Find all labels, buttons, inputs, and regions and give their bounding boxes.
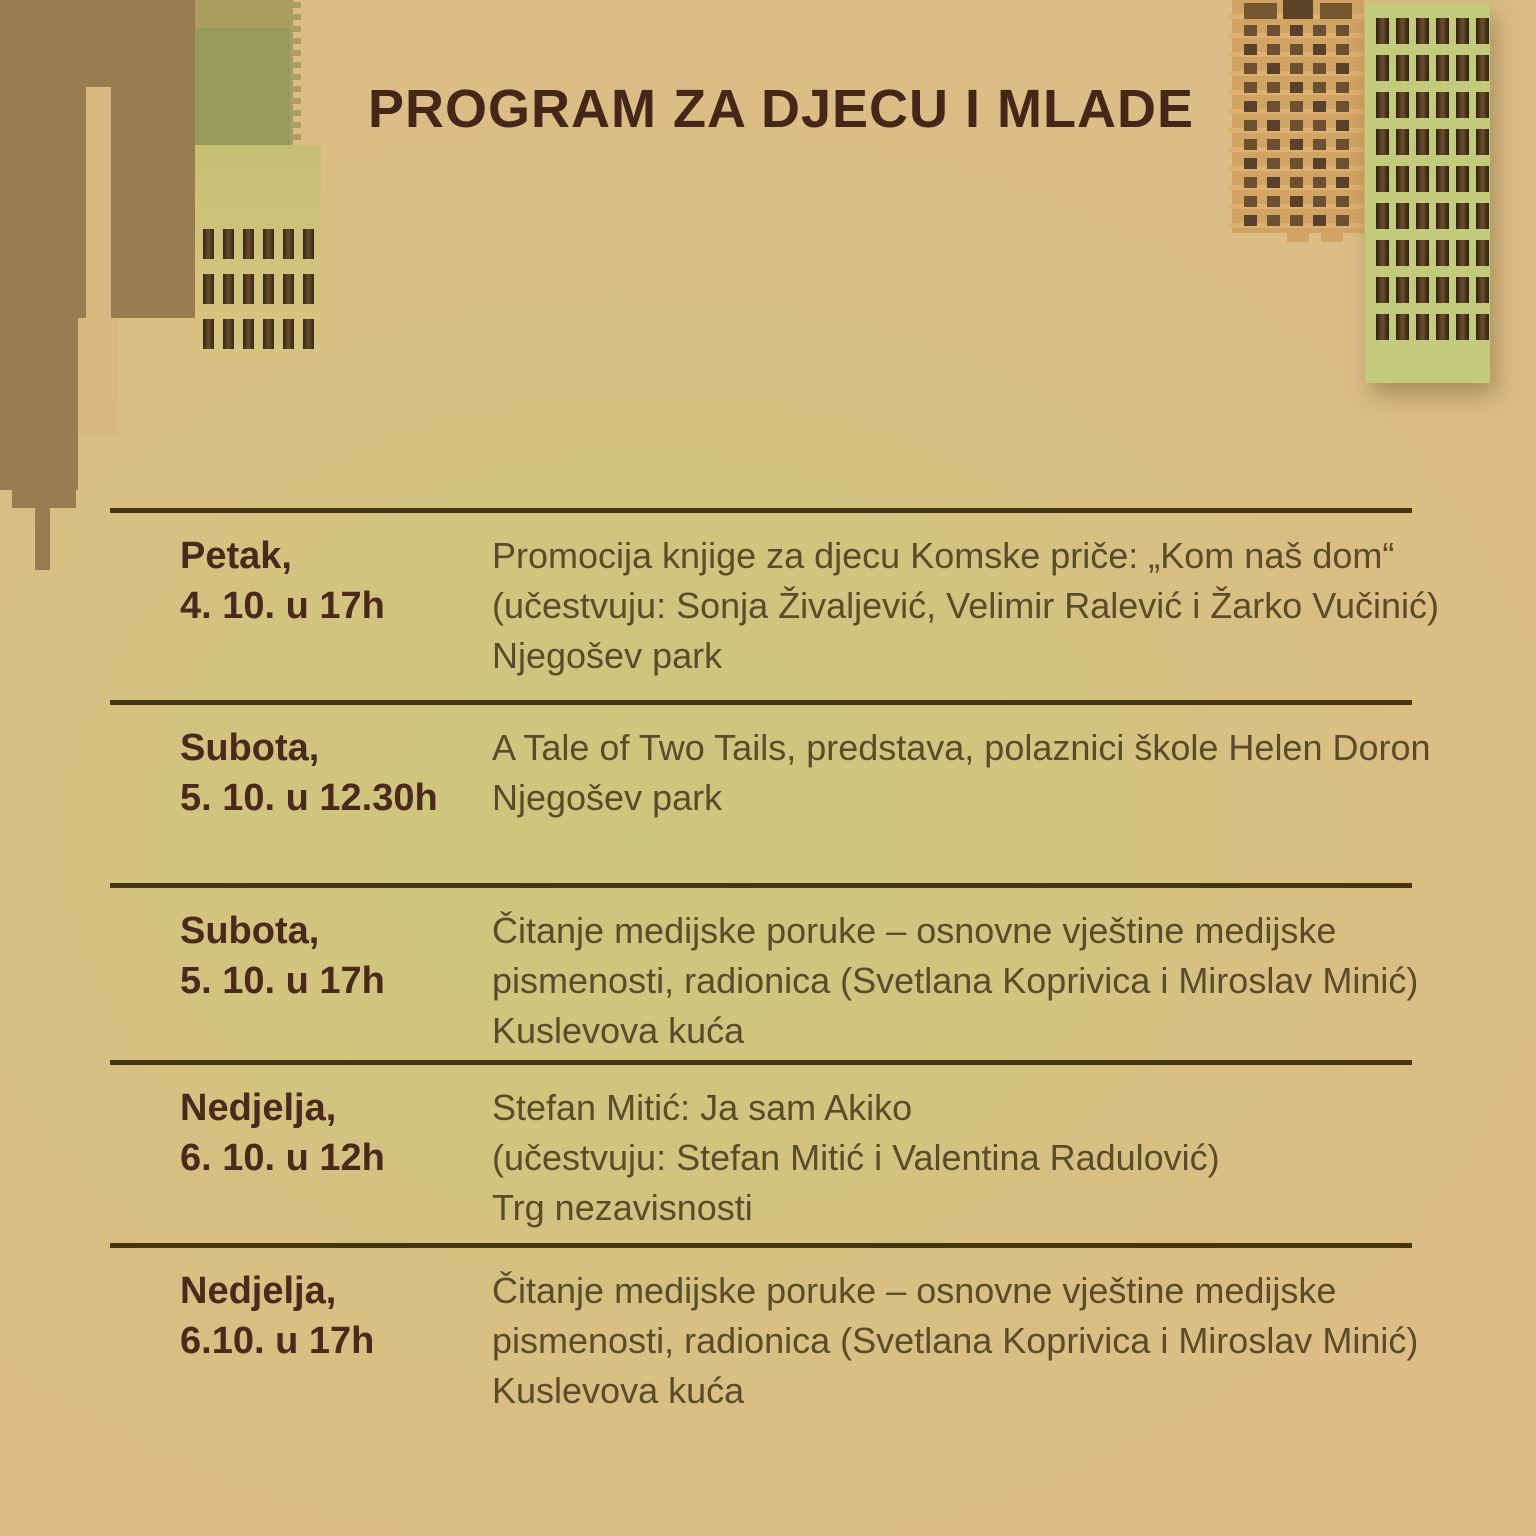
window bbox=[1336, 63, 1349, 74]
window bbox=[1436, 203, 1449, 229]
window bbox=[1290, 25, 1303, 36]
window bbox=[1336, 158, 1349, 169]
divider bbox=[110, 508, 1412, 513]
window bbox=[1416, 55, 1429, 81]
window bbox=[1244, 196, 1257, 207]
window bbox=[1376, 55, 1389, 81]
window bbox=[1476, 166, 1489, 192]
window bbox=[1336, 120, 1349, 131]
window bbox=[303, 319, 314, 349]
window bbox=[1290, 177, 1303, 188]
window bbox=[1396, 203, 1409, 229]
event-day-name: Petak, bbox=[180, 535, 292, 577]
divider bbox=[110, 700, 1412, 705]
window bbox=[1267, 158, 1280, 169]
window bbox=[1336, 139, 1349, 150]
left-dark-building-lower bbox=[0, 318, 78, 490]
window bbox=[1290, 139, 1303, 150]
window bbox=[1313, 120, 1326, 131]
event-description bbox=[492, 1083, 1220, 1233]
event-line: Promocija knjige za djecu Komske priče: „Kom naš dom“ bbox=[492, 535, 1395, 576]
event-day-time: 4. 10. u 17h bbox=[180, 585, 385, 627]
window bbox=[303, 274, 314, 304]
window bbox=[1313, 44, 1326, 55]
event-line: (učestvuju: Sonja Živaljević, Velimir Ralević i Žarko Vučinić) bbox=[492, 585, 1439, 626]
event-day-name: Nedjelja, bbox=[180, 1087, 337, 1129]
page-title: PROGRAM ZA DJECU I MLADE bbox=[368, 79, 1195, 139]
window bbox=[1396, 18, 1409, 44]
window bbox=[1376, 314, 1389, 340]
window bbox=[1416, 240, 1429, 266]
roof-block bbox=[1320, 3, 1352, 19]
olive-green-block bbox=[195, 28, 290, 145]
window bbox=[1456, 129, 1469, 155]
window bbox=[1396, 166, 1409, 192]
window-grid-tan bbox=[1244, 25, 1349, 226]
window bbox=[1456, 277, 1469, 303]
window bbox=[263, 274, 274, 304]
window bbox=[1456, 166, 1469, 192]
window bbox=[1416, 277, 1429, 303]
window bbox=[263, 319, 274, 349]
window bbox=[1376, 240, 1389, 266]
window bbox=[1267, 63, 1280, 74]
event-day-name: Subota, bbox=[180, 727, 320, 769]
window bbox=[1416, 203, 1429, 229]
event-line: Čitanje medijske poruke – osnovne vještine medijske bbox=[492, 910, 1337, 951]
window bbox=[1476, 55, 1489, 81]
chimney-base bbox=[78, 318, 118, 435]
window bbox=[1476, 240, 1489, 266]
window bbox=[1396, 277, 1409, 303]
window bbox=[1436, 240, 1449, 266]
window bbox=[283, 274, 294, 304]
window bbox=[223, 319, 234, 349]
window bbox=[1376, 18, 1389, 44]
window bbox=[1290, 215, 1303, 226]
window bbox=[1336, 101, 1349, 112]
window-grid-left bbox=[203, 229, 314, 349]
event-day-time: 5. 10. u 12.30h bbox=[180, 777, 438, 819]
event-date bbox=[180, 531, 385, 631]
window bbox=[1313, 215, 1326, 226]
window bbox=[1336, 25, 1349, 36]
window bbox=[1336, 177, 1349, 188]
window bbox=[1476, 18, 1489, 44]
event-date bbox=[180, 1083, 385, 1183]
window bbox=[243, 319, 254, 349]
window bbox=[1416, 18, 1429, 44]
window bbox=[1476, 92, 1489, 118]
window bbox=[1313, 158, 1326, 169]
divider bbox=[110, 1243, 1412, 1248]
window bbox=[1244, 63, 1257, 74]
event-date bbox=[180, 906, 385, 1006]
window bbox=[1396, 314, 1409, 340]
window bbox=[1244, 177, 1257, 188]
window bbox=[223, 229, 234, 259]
event-line: Čitanje medijske poruke – osnovne vještine medijske bbox=[492, 1270, 1337, 1311]
window bbox=[1290, 44, 1303, 55]
event-description bbox=[492, 1266, 1418, 1416]
window bbox=[1290, 196, 1303, 207]
window bbox=[243, 274, 254, 304]
event-day-name: Nedjelja, bbox=[180, 1270, 337, 1312]
window bbox=[1436, 314, 1449, 340]
window bbox=[1436, 129, 1449, 155]
window bbox=[1336, 196, 1349, 207]
window bbox=[203, 229, 214, 259]
window bbox=[203, 319, 214, 349]
window bbox=[1313, 139, 1326, 150]
window bbox=[1290, 82, 1303, 93]
window bbox=[1267, 177, 1280, 188]
window bbox=[1267, 101, 1280, 112]
event-line: Njegošev park bbox=[492, 635, 723, 676]
event-line: Kuslevova kuća bbox=[492, 1010, 745, 1051]
window bbox=[1244, 25, 1257, 36]
window bbox=[1313, 25, 1326, 36]
window bbox=[1416, 314, 1429, 340]
event-line: Trg nezavisnosti bbox=[492, 1187, 753, 1228]
window bbox=[1416, 129, 1429, 155]
window bbox=[303, 229, 314, 259]
window bbox=[1336, 44, 1349, 55]
event-line: pismenosti, radionica (Svetlana Koprivica i Miroslav Minić) bbox=[492, 1320, 1419, 1361]
window bbox=[1476, 277, 1489, 303]
window bbox=[1436, 92, 1449, 118]
window bbox=[1396, 129, 1409, 155]
event-day-time: 6. 10. u 12h bbox=[180, 1137, 385, 1179]
window bbox=[1456, 240, 1469, 266]
window bbox=[1244, 44, 1257, 55]
window bbox=[1336, 82, 1349, 93]
window bbox=[1290, 120, 1303, 131]
window bbox=[1396, 92, 1409, 118]
divider bbox=[110, 1060, 1412, 1065]
window bbox=[1267, 25, 1280, 36]
window bbox=[1267, 196, 1280, 207]
window bbox=[1244, 101, 1257, 112]
tan-tower-foot bbox=[1321, 233, 1343, 242]
window bbox=[1313, 101, 1326, 112]
left-dark-building-foot bbox=[35, 508, 50, 570]
window bbox=[1244, 158, 1257, 169]
window bbox=[283, 229, 294, 259]
window bbox=[1396, 55, 1409, 81]
chimney-column bbox=[86, 87, 111, 318]
window bbox=[1244, 215, 1257, 226]
window bbox=[1456, 92, 1469, 118]
event-day-time: 5. 10. u 17h bbox=[180, 960, 385, 1002]
window bbox=[1456, 18, 1469, 44]
window bbox=[1416, 166, 1429, 192]
window bbox=[1313, 177, 1326, 188]
window bbox=[1436, 277, 1449, 303]
event-line: A Tale of Two Tails, predstava, polaznici škole Helen Doron bbox=[492, 727, 1431, 768]
roof-block bbox=[1244, 3, 1277, 19]
window bbox=[1456, 203, 1469, 229]
event-line: (učestvuju: Stefan Mitić i Valentina Radulović) bbox=[492, 1137, 1220, 1178]
divider bbox=[110, 883, 1412, 888]
window bbox=[1416, 92, 1429, 118]
left-dark-building-step bbox=[12, 490, 76, 508]
window bbox=[283, 319, 294, 349]
window bbox=[1290, 63, 1303, 74]
window bbox=[1436, 55, 1449, 81]
window bbox=[1476, 314, 1489, 340]
event-line: Stefan Mitić: Ja sam Akiko bbox=[492, 1087, 913, 1128]
window bbox=[1336, 215, 1349, 226]
window bbox=[1244, 120, 1257, 131]
window bbox=[1267, 215, 1280, 226]
event-description bbox=[492, 906, 1418, 1056]
tan-tower-foot bbox=[1287, 233, 1309, 242]
window bbox=[1376, 277, 1389, 303]
window bbox=[1376, 92, 1389, 118]
window bbox=[1267, 120, 1280, 131]
event-day-time: 6.10. u 17h bbox=[180, 1320, 375, 1362]
window bbox=[243, 229, 254, 259]
event-description bbox=[492, 723, 1431, 823]
window bbox=[1456, 314, 1469, 340]
window bbox=[1267, 44, 1280, 55]
window bbox=[1376, 129, 1389, 155]
window bbox=[1313, 82, 1326, 93]
window bbox=[1436, 18, 1449, 44]
window bbox=[1267, 139, 1280, 150]
window bbox=[1376, 203, 1389, 229]
window bbox=[1244, 82, 1257, 93]
window bbox=[1313, 63, 1326, 74]
window bbox=[1456, 55, 1469, 81]
roof-block bbox=[1283, 0, 1313, 19]
window bbox=[1376, 166, 1389, 192]
event-line: Kuslevova kuća bbox=[492, 1370, 745, 1411]
window bbox=[1244, 139, 1257, 150]
event-description bbox=[492, 531, 1439, 681]
window bbox=[223, 274, 234, 304]
window bbox=[1436, 166, 1449, 192]
window bbox=[1313, 196, 1326, 207]
window bbox=[1396, 240, 1409, 266]
window bbox=[1290, 101, 1303, 112]
event-date bbox=[180, 723, 438, 823]
sawtooth-edge bbox=[293, 2, 301, 144]
event-line: Njegošev park bbox=[492, 777, 723, 818]
event-day-name: Subota, bbox=[180, 910, 320, 952]
window bbox=[1290, 158, 1303, 169]
event-line: pismenosti, radionica (Svetlana Koprivica i Miroslav Minić) bbox=[492, 960, 1419, 1001]
window bbox=[1476, 203, 1489, 229]
window bbox=[1267, 82, 1280, 93]
window bbox=[203, 274, 214, 304]
window-grid-green bbox=[1376, 18, 1489, 340]
event-date bbox=[180, 1266, 374, 1366]
window bbox=[263, 229, 274, 259]
window bbox=[1476, 129, 1489, 155]
